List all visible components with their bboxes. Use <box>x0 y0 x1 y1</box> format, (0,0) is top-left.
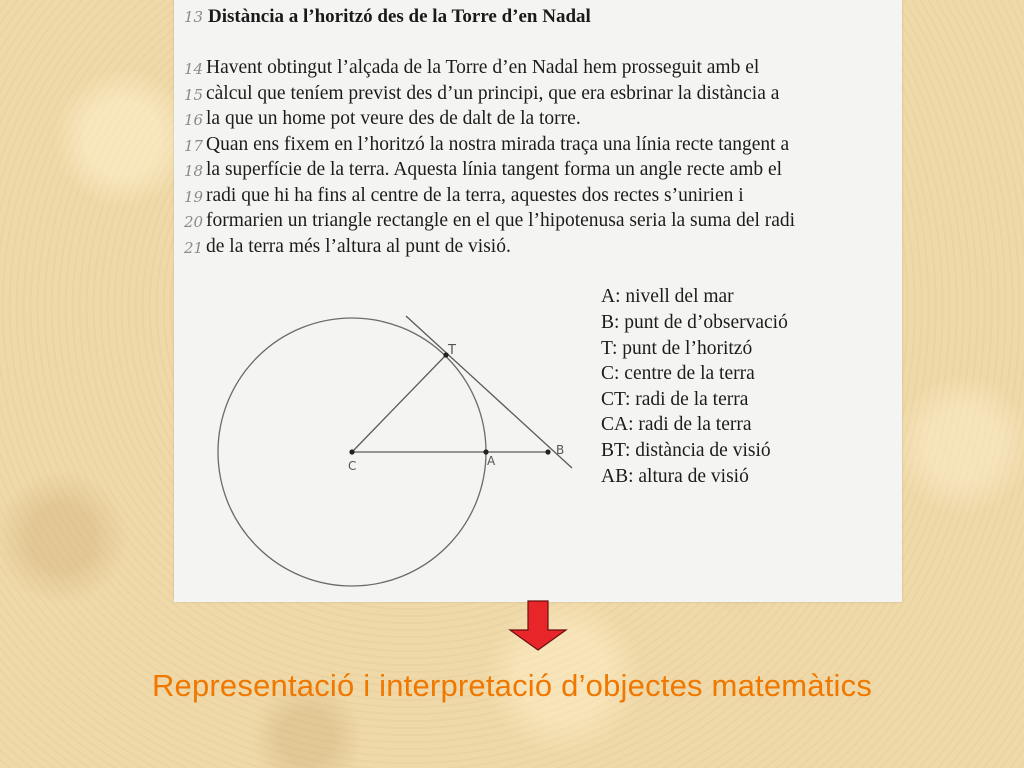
line-number: 21 <box>184 239 204 257</box>
legend-item: B: punt de d’observació <box>601 312 788 333</box>
arrow-shape <box>510 601 566 650</box>
legend-item: AB: altura de visió <box>601 466 749 487</box>
point-b <box>545 449 550 454</box>
paragraph-line: Quan ens fixem en l’horitzó la nostra mirada traça una línia recte tangent a <box>206 134 790 155</box>
point-c <box>349 449 354 454</box>
legend-item: C: centre de la terra <box>601 363 755 384</box>
scanned-document <box>174 0 902 602</box>
line-number: 19 <box>184 188 204 206</box>
paragraph-line: Havent obtingut l’alçada de la Torre d’en Nadal hem prosseguit amb el <box>206 57 760 78</box>
label-t: T <box>448 343 456 358</box>
line-number: 13 <box>184 8 204 26</box>
line-number: 14 <box>184 60 204 78</box>
legend-item: CT: radi de la terra <box>601 389 749 410</box>
paragraph-line: de la terra més l’altura al punt de visió. <box>206 236 511 257</box>
slide-caption: Representació i interpretació d’objectes matemàtics <box>151 668 873 703</box>
line-number: 20 <box>184 213 204 231</box>
paragraph-line: la que un home pot veure des de dalt de la torre. <box>206 108 581 129</box>
legend-item: CA: radi de la terra <box>601 414 752 435</box>
paragraph-line: càlcul que teníem previst des d’un principi, que era esbrinar la distància a <box>206 83 780 104</box>
line-number: 17 <box>184 137 204 155</box>
label-b: B <box>556 443 565 457</box>
line-number: 18 <box>184 162 204 180</box>
earth-tangent-diagram <box>174 0 902 602</box>
line-number: 15 <box>184 86 204 104</box>
legend-item: BT: distància de visió <box>601 440 771 461</box>
tangent-line <box>406 316 572 468</box>
paragraph-line: la superfície de la terra. Aquesta línia tangent forma un angle recte amb el <box>206 159 783 180</box>
legend-item: T: punt de l’horitzó <box>601 338 753 359</box>
label-c: C <box>348 459 357 473</box>
down-arrow-icon <box>508 600 568 652</box>
paragraph-line: radi que hi ha fins al centre de la terra, aquestes dos rectes s’unirien i <box>206 185 744 206</box>
radius-ct <box>352 355 446 452</box>
paragraph-line: formarien un triangle rectangle en el que l’hipotenusa seria la suma del radi <box>206 210 796 231</box>
label-a: A <box>487 454 496 468</box>
line-number: 16 <box>184 111 204 129</box>
document-title: Distància a l’horitzó des de la Torre d’en Nadal <box>208 6 591 27</box>
legend-item: A: nivell del mar <box>601 286 734 307</box>
